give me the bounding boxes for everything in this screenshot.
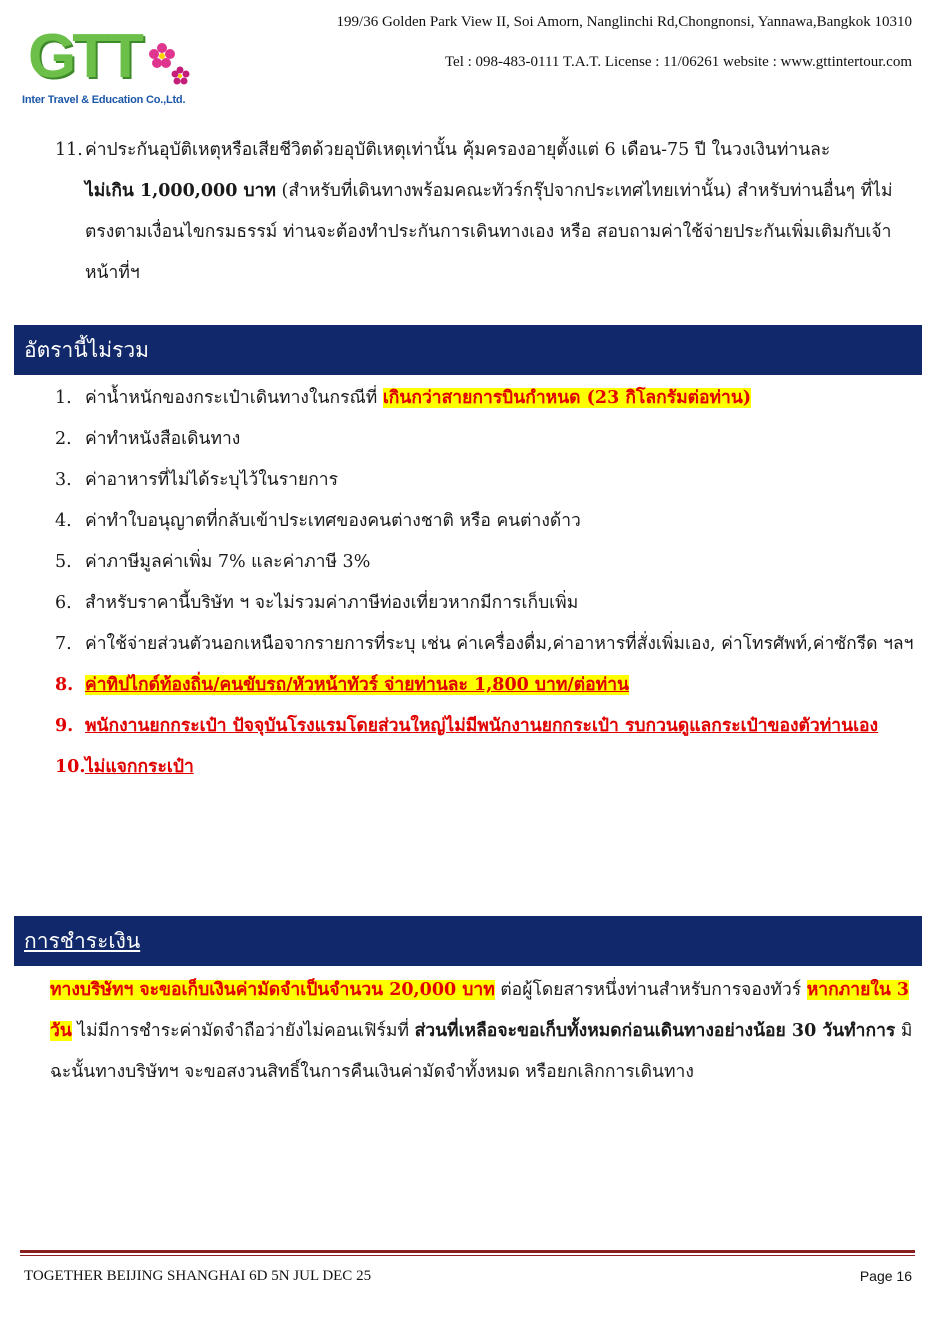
bold-text: ส่วนที่เหลือจะขอเก็บทั้งหมดก่อนเดินทางอย่างน้อย 30 วันทำการ [414, 1021, 896, 1041]
company-contact: Tel : 098-483-0111 T.A.T. License : 11/06261 website : www.gttintertour.com [444, 54, 912, 70]
footer-divider [20, 1250, 915, 1253]
flower-icon [132, 36, 192, 86]
section-header-excluded [14, 325, 922, 375]
payment-paragraph: ทางบริษัทฯ จะขอเก็บเงินค่ามัดจำเป็นจำนวน 20,000 บาท ต่อผู้โดยสารหนึ่งท่านสำหรับการจองทัวร์ หากภายใน 3 วัน ไม่มีการชำระค่ามัดจำถือว่ายังไม่คอนเฟิร์มที่ ส่วนที่เหลือจะขอเก็บทั้งหมดก่อนเดินทางอย่างน้อย 30 วันทำการ มิฉะนั้นทางบริษัทฯ จะขอสงวนสิทธิ์ในการคืนเงินค่ามัดจำทั้งหมด หรือยกเลิกการเดินทาง [50, 980, 913, 1082]
company-address: 199/36 Golden Park View II, Soi Amorn, Nanglinchi Rd,Chongnonsi, Yannawa,Bangkok 10310 [336, 14, 912, 30]
insurance-item [55, 130, 915, 294]
highlight-text: หากภายใน 3 วัน [50, 980, 910, 1041]
highlight-text: ทางบริษัทฯ จะขอเก็บเงินค่ามัดจำเป็นจำนวน 20,000 บาท [50, 980, 495, 1000]
list-item: 10.ไม่แจกกระเป๋า [55, 757, 194, 777]
highlight-text: เกินกว่าสายการบินกำหนด (23 กิโลกรัมต่อท่าน) [382, 388, 752, 408]
list-item: 7. ค่าใช้จ่ายส่วนตัวนอกเหนือจากรายการที่ระบุ เช่น ค่าเครื่องดื่ม,ค่าอาหารที่สั่งเพิ่มเอง, ค่าโทรศัพท์,ค่าซักรีด ฯลฯ [55, 634, 914, 654]
list-item: 3. ค่าอาหารที่ไม่ได้ระบุไว้ในรายการ [55, 470, 339, 490]
item-bold-text: ไม่เกิน 1,000,000 บาท [85, 181, 276, 201]
item-text: (สำหรับที่เดินทางพร้อมคณะทัวร์กรุ๊ปจากประเทศไทยเท่านั้น) สำหรับท่านอื่นๆ ที่ไม่ตรงตามเงื่อนไขกรมธรรม์ ท่านจะต้องทำประกันการเดินทางเอง หรือ สอบถามค่าใช้จ่ายประกันเพิ่มเติมกับเจ้าหน้าที่ฯ [85, 181, 893, 283]
list-item: 4. ค่าทำใบอนุญาตที่กลับเข้าประเทศของคนต่างชาติ หรือ คนต่างด้าว [55, 511, 581, 531]
list-item: 5. ค่าภาษีมูลค่าเพิ่ม 7% และค่าภาษี 3% [55, 552, 371, 572]
item-number: 11. [55, 140, 83, 160]
section-header-payment [14, 916, 922, 966]
footer-divider [20, 1255, 915, 1256]
logo-text: GTT [28, 22, 140, 91]
list-item: 6. สำหรับราคานี้บริษัท ฯ จะไม่รวมค่าภาษีท่องเที่ยวหากมีการเก็บเพิ่ม [55, 593, 579, 613]
logo-subtitle: Inter Travel & Education Co.,Ltd. [22, 94, 186, 106]
list-item: 8. ค่าทิปไกด์ท้องถิ่น/คนขับรถ/หัวหน้าทัวร์ จ่ายท่านละ 1,800 บาท/ต่อท่าน [55, 675, 629, 695]
excluded-list [55, 378, 915, 788]
company-logo [22, 18, 186, 113]
item-text: ค่าประกันอุบัติเหตุหรือเสียชีวิตด้วยอุบัติเหตุเท่านั้น คุ้มครองอายุตั้งแต่ 6 เดือน-75 ปี ในวงเงินท่านละ [85, 140, 831, 160]
page-number: Page 16 [859, 1268, 912, 1284]
list-item: 9. พนักงานยกกระเป๋า ปัจจุบันโรงแรมโดยส่วนใหญ่ไม่มีพนักงานยกกระเป๋า รบกวนดูแลกระเป๋าของตัวท่านเอง [55, 716, 879, 736]
footer-title: TOGETHER BEIJING SHANGHAI 6D 5N JUL DEC 25 [24, 1268, 372, 1284]
list-item: 1. ค่าน้ำหนักของกระเป๋าเดินทางในกรณีที่ เกินกว่าสายการบินกำหนด (23 กิโลกรัมต่อท่าน) [55, 388, 752, 408]
highlight-text: ค่าทิปไกด์ท้องถิ่น/คนขับรถ/หัวหน้าทัวร์ จ่ายท่านละ 1,800 บาท/ต่อท่าน [85, 675, 629, 695]
section-title: อัตรานี้ไม่รวม [24, 338, 149, 362]
list-item: 2. ค่าทำหนังสือเดินทาง [55, 429, 241, 449]
section-title: การชำระเงิน [24, 929, 141, 953]
